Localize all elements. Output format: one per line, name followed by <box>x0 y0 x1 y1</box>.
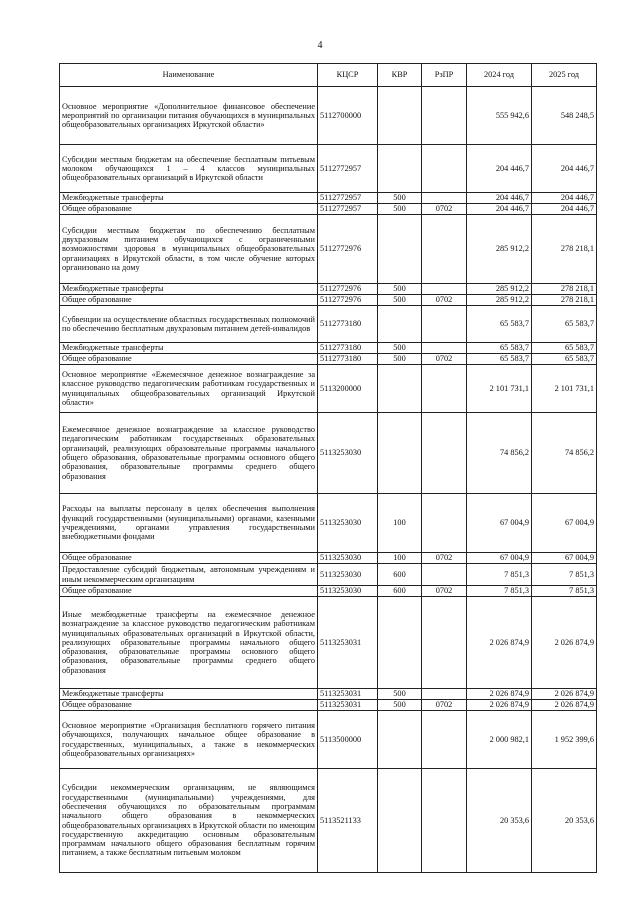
row-rzpr: 0702 <box>422 553 467 564</box>
row-2024: 7 851,3 <box>467 586 532 597</box>
row-rzpr: 0702 <box>422 295 467 306</box>
row-2024: 285 912,2 <box>467 295 532 306</box>
row-2024: 2 101 731,1 <box>467 365 532 413</box>
table-row <box>60 193 597 204</box>
table-row <box>60 306 597 343</box>
row-2024: 285 912,2 <box>467 284 532 295</box>
row-kvr <box>378 87 422 145</box>
row-kvr: 100 <box>378 494 422 553</box>
row-kcsr: 5112773180 <box>318 306 378 343</box>
header-kcsr: КЦСР <box>318 64 378 87</box>
row-name: Основное мероприятие «Дополнительное финансовое обеспечение мероприятий по организации питания обучающихся в муниципальных общеобразовательных организациях Иркутской области» <box>60 87 318 145</box>
row-name: Межбюджетные трансферты <box>60 193 318 204</box>
row-name: Субвенции на осуществление областных государственных полномочий по обеспечению бесплатным двухразовым питанием детей-инвалидов <box>60 306 318 343</box>
row-2024: 2 026 874,9 <box>467 700 532 711</box>
row-kvr: 500 <box>378 204 422 215</box>
row-2024: 20 353,6 <box>467 769 532 873</box>
table-row <box>60 769 597 873</box>
row-kcsr: 5113253030 <box>318 494 378 553</box>
row-rzpr <box>422 597 467 689</box>
row-rzpr <box>422 365 467 413</box>
row-name: Предоставление субсидий бюджетным, автономным учреждениям и иным некоммерческим организациям <box>60 564 318 586</box>
row-name: Общее образование <box>60 295 318 306</box>
row-2024: 74 856,2 <box>467 413 532 494</box>
table-row <box>60 711 597 769</box>
table-row <box>60 145 597 193</box>
row-rzpr <box>422 215 467 284</box>
row-rzpr <box>422 306 467 343</box>
row-kvr <box>378 597 422 689</box>
table-row <box>60 586 597 597</box>
row-name: Субсидии местным бюджетам по обеспечению бесплатным двухразовым питанием обучающихся с ограниченными возможностями здоровья в муниципальных общеобразовательных организациях в Иркутской области, в том числе обучение которых организовано на дому <box>60 215 318 284</box>
row-kvr: 500 <box>378 193 422 204</box>
row-rzpr <box>422 494 467 553</box>
row-rzpr: 0702 <box>422 586 467 597</box>
row-kvr: 600 <box>378 564 422 586</box>
row-kvr <box>378 769 422 873</box>
row-name: Расходы на выплаты персоналу в целях обеспечения выполнения функций государственными (муниципальными) органами, казенными учреждениями, органами управления государственными внебюджетными фондами <box>60 494 318 553</box>
table-row <box>60 365 597 413</box>
row-2025: 65 583,7 <box>532 354 597 365</box>
row-2024: 65 583,7 <box>467 343 532 354</box>
row-name: Основное мероприятие «Организация бесплатного горячего питания обучающихся, получающих начальное общее образование в государственных, муниципальных, а также в некоммерческих общеобразовательных организациях» <box>60 711 318 769</box>
header-year-2024: 2024 год <box>467 64 532 87</box>
row-kcsr: 5113253030 <box>318 564 378 586</box>
row-name: Общее образование <box>60 553 318 564</box>
row-2025: 20 353,6 <box>532 769 597 873</box>
row-kcsr: 5112772957 <box>318 204 378 215</box>
row-2025: 548 248,5 <box>532 87 597 145</box>
row-name: Субсидии некоммерческим организациям, не являющимся государственными (муниципальными) учреждениями, для обеспечения обучающихся по образовательным программам начального общего образования в некоммерческих общеобразовательных организациях в Иркутской области по имеющим государственную аккредитацию основным образовательным программам начального общего образования бесплатным горячим питанием, а также бесплатным питьевым молоком <box>60 769 318 873</box>
table-row <box>60 87 597 145</box>
row-2025: 278 218,1 <box>532 295 597 306</box>
row-2025: 1 952 399,6 <box>532 711 597 769</box>
row-kcsr: 5113253030 <box>318 413 378 494</box>
row-rzpr <box>422 284 467 295</box>
row-kvr: 500 <box>378 284 422 295</box>
row-rzpr <box>422 769 467 873</box>
table-row <box>60 215 597 284</box>
row-kcsr: 5112773180 <box>318 343 378 354</box>
row-2024: 204 446,7 <box>467 193 532 204</box>
header-rzpr: РзПР <box>422 64 467 87</box>
table-row <box>60 413 597 494</box>
row-2024: 204 446,7 <box>467 145 532 193</box>
row-rzpr <box>422 343 467 354</box>
row-kcsr: 5113253030 <box>318 586 378 597</box>
row-name: Основное мероприятие «Ежемесячное денежное вознаграждение за классное руководство педагогическим работникам государственных и муниципальных общеобразовательных организаций Иркутской области» <box>60 365 318 413</box>
row-rzpr <box>422 711 467 769</box>
row-kcsr: 5112772976 <box>318 295 378 306</box>
row-rzpr <box>422 564 467 586</box>
row-2025: 204 446,7 <box>532 193 597 204</box>
row-2025: 67 004,9 <box>532 494 597 553</box>
table-row <box>60 343 597 354</box>
row-rzpr: 0702 <box>422 354 467 365</box>
table-row <box>60 689 597 700</box>
row-2024: 204 446,7 <box>467 204 532 215</box>
header-year-2025: 2025 год <box>532 64 597 87</box>
row-kcsr: 5112773180 <box>318 354 378 365</box>
row-kvr: 500 <box>378 295 422 306</box>
row-kvr <box>378 365 422 413</box>
budget-table <box>59 63 597 873</box>
row-kcsr: 5113521133 <box>318 769 378 873</box>
row-rzpr: 0702 <box>422 700 467 711</box>
row-kcsr: 5113253031 <box>318 597 378 689</box>
row-kcsr: 5113200000 <box>318 365 378 413</box>
row-2025: 2 026 874,9 <box>532 700 597 711</box>
row-name: Общее образование <box>60 354 318 365</box>
row-2025: 2 101 731,1 <box>532 365 597 413</box>
table-body <box>60 87 597 873</box>
row-2024: 2 026 874,9 <box>467 597 532 689</box>
table-row <box>60 354 597 365</box>
row-kvr: 600 <box>378 586 422 597</box>
table-header <box>60 64 597 87</box>
row-kvr: 500 <box>378 343 422 354</box>
row-kvr: 100 <box>378 553 422 564</box>
table-row <box>60 204 597 215</box>
row-kvr <box>378 306 422 343</box>
row-2024: 555 942,6 <box>467 87 532 145</box>
table-row <box>60 494 597 553</box>
row-name: Иные межбюджетные трансферты на ежемесячное денежное вознаграждение за классное руководство педагогическим работникам муниципальных образовательных организаций в Иркутской области, реализующих образовательные программы начального общего образования, образовательные программы основного общего образования, образовательные программы среднего общего образования <box>60 597 318 689</box>
row-kvr: 500 <box>378 700 422 711</box>
row-kcsr: 5112772957 <box>318 145 378 193</box>
page-number: 4 <box>317 40 323 51</box>
table-row <box>60 564 597 586</box>
row-name: Ежемесячное денежное вознаграждение за классное руководство педагогическим работникам государственных образовательных организаций, реализующих образовательные программы начального общего образования, образовательные программы основного общего образования, образовательные программы среднего общего образования <box>60 413 318 494</box>
row-2025: 7 851,3 <box>532 586 597 597</box>
table-row <box>60 597 597 689</box>
row-kcsr: 5113253031 <box>318 689 378 700</box>
row-2025: 278 218,1 <box>532 284 597 295</box>
row-2025: 65 583,7 <box>532 306 597 343</box>
row-name: Межбюджетные трансферты <box>60 689 318 700</box>
row-kcsr: 5112700000 <box>318 87 378 145</box>
row-kvr: 500 <box>378 354 422 365</box>
row-name: Межбюджетные трансферты <box>60 284 318 295</box>
header-kvr: КВР <box>378 64 422 87</box>
row-rzpr <box>422 689 467 700</box>
row-2024: 2 026 874,9 <box>467 689 532 700</box>
row-kvr: 500 <box>378 689 422 700</box>
row-2024: 65 583,7 <box>467 354 532 365</box>
row-kvr <box>378 145 422 193</box>
table-row <box>60 553 597 564</box>
row-2025: 65 583,7 <box>532 343 597 354</box>
row-name: Межбюджетные трансферты <box>60 343 318 354</box>
row-kvr <box>378 711 422 769</box>
row-name: Общее образование <box>60 204 318 215</box>
table-row <box>60 295 597 306</box>
row-2024: 2 000 982,1 <box>467 711 532 769</box>
row-2025: 204 446,7 <box>532 204 597 215</box>
row-kvr <box>378 413 422 494</box>
row-name: Общее образование <box>60 700 318 711</box>
row-2025: 2 026 874,9 <box>532 689 597 700</box>
row-rzpr <box>422 413 467 494</box>
row-name: Общее образование <box>60 586 318 597</box>
row-kcsr: 5113253031 <box>318 700 378 711</box>
row-2024: 67 004,9 <box>467 494 532 553</box>
table-row <box>60 284 597 295</box>
row-2025: 278 218,1 <box>532 215 597 284</box>
row-kcsr: 5112772976 <box>318 284 378 295</box>
table-row <box>60 700 597 711</box>
row-2025: 74 856,2 <box>532 413 597 494</box>
row-2025: 67 004,9 <box>532 553 597 564</box>
row-kcsr: 5113253030 <box>318 553 378 564</box>
row-rzpr <box>422 145 467 193</box>
row-kcsr: 5112772957 <box>318 193 378 204</box>
row-name: Субсидии местным бюджетам на обеспечение бесплатным питьевым молоком обучающихся 1 – 4 классов муниципальных общеобразовательных организаций в Иркутской области <box>60 145 318 193</box>
row-rzpr: 0702 <box>422 204 467 215</box>
row-rzpr <box>422 87 467 145</box>
row-2024: 65 583,7 <box>467 306 532 343</box>
row-2024: 7 851,3 <box>467 564 532 586</box>
header-name: Наименование <box>60 64 318 87</box>
row-kcsr: 5112772976 <box>318 215 378 284</box>
row-rzpr <box>422 193 467 204</box>
row-2025: 7 851,3 <box>532 564 597 586</box>
row-kcsr: 5113500000 <box>318 711 378 769</box>
row-kvr <box>378 215 422 284</box>
row-2025: 204 446,7 <box>532 145 597 193</box>
row-2024: 285 912,2 <box>467 215 532 284</box>
row-2025: 2 026 874,9 <box>532 597 597 689</box>
row-2024: 67 004,9 <box>467 553 532 564</box>
